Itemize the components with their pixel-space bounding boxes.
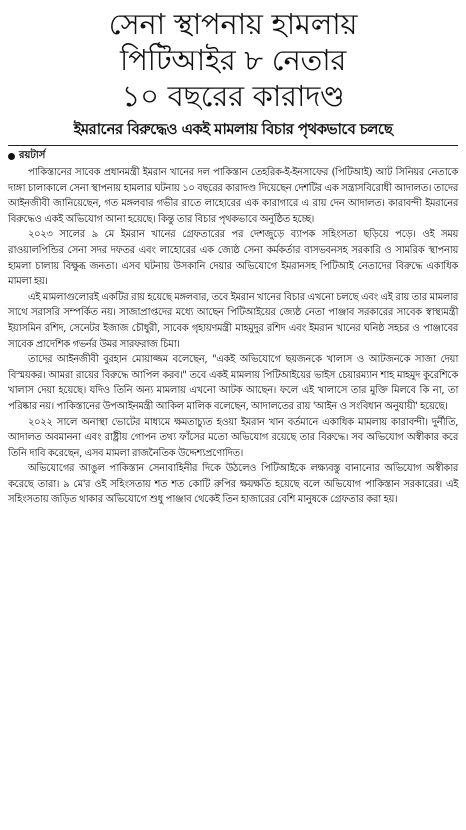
- paragraph: ২০২৩ সালের ৯ মে ইমরান খানের গ্রেফতারের পর দেশজুড়ে ব্যাপক সহিংসতা ছড়িয়ে পড়ে। ওই সময় রাওয়ালপিন্ডির সেনা সদর দফতর এবং লাহোরের এক জ্যেষ্ঠ সেনা কর্মকর্তার বাসভবনসহ সরকারি ও সামরিক স্থাপনায় হামলা চালায় বিক্ষুব্ধ জনতা। এসব ঘটনায় উসকানি দেয়ার অভিযোগে ইমরানসহ পিটিআই নেতাদের বিরুদ্ধে একাধিক মামলা হয়।: [8, 229, 458, 288]
- headline-line-3: ১০ বছরের কারাদণ্ড: [121, 79, 345, 113]
- paragraph: তাদের আইনজীবী বুরহান মোয়াজ্জম বলেছেন, "একই অভিযোগে ছয়জনকে খালাস ও আটজনকে সাজা দেয়া বিস্ময়কর। আমরা রায়ের বিরুদ্ধে আপিল করব।" তবে একই মামলায় পিটিআইয়ের ভাইস চেয়ারম্যান শাহ মাহমুদ কুরেশিকে খালাস দেয়া হয়েছে। যদিও তিনি অন্য মামলায় এখনো আটক আছেন। ফলে এই খালাসে তার মুক্তি মিলবে কি না, তা পরিষ্কার নয়। পাকিস্তানের উপআইনমন্ত্রী আকিল মালিক বলেছেন, আদালতের রায় 'আইন ও সংবিধান অনুযায়ী' হয়েছে।: [8, 354, 458, 412]
- paragraph: পাকিস্তানের সাবেক প্রধানমন্ত্রী ইমরান খানের দল পাকিস্তান তেহরিক-ই-ইনসাফের (পিটিআই) আট সিনিয়র নেতাকে দাঙ্গা চালাকালে সেনা স্থাপনায় হামলার ঘটনায় ১০ বছরের কারাদণ্ড দিয়েছেন দেশটির এক সন্ত্রাসবিরোধী আদালত। তাদের আইনজীবী জানিয়েছেন, গত মঙ্গলবার গভীর রাতে লাহোরের এক কারাগারে এ রায় দেন আদালত। কারাবন্দী ইমরানের বিরুদ্ধেও একই অভিযোগ আনা হয়েছে। কিন্তু তার বিচার পৃথকভাবে অনুষ্ঠিত হচ্ছে।: [8, 167, 458, 225]
- paragraph: এই মামলাগুলোরই একটির রায় হয়েছে মঙ্গলবার, তবে ইমরান খানের বিচার এখনো চলছে এবং এই রায় তার মামলার সাথে সরাসরি সম্পর্কিত নয়। সাজাপ্রাপ্তদের মধ্যে আছেন পিটিআইয়ের জ্যেষ্ঠ নেতা পাঞ্জাব সরকারের সাবেক স্বাস্থ্যমন্ত্রী ইয়াসমিন রশিদ, সেনেটর ইজাজ চৌধুরী, সাবেক গৃহায়ণমন্ত্রী মাহমুদুর রশিদ এবং ইমরান খানের ঘনিষ্ঠ সহচর ও পাঞ্জাবের সাবেক প্রাদেশিক গভর্নর উমর সারফরাজ চিমা।: [8, 291, 458, 350]
- headline-line-1: সেনা স্থাপনায় হামলায়: [108, 7, 358, 41]
- paragraph: অভিযোগের আঙুল পাকিস্তান সেনাবাহিনীর দিকে উঠলেও পিটিআইকে লক্ষ্যবস্তু বানানোর অভিযোগ অস্বীকার করেছে তারা। ৯ মে'র ওই সহিংসতায় শত শত কোটি রুপির ক্ষয়ক্ষতি হয়েছে বলে অভিযোগ পাকিস্তান সরকারের। এই সহিংসতায় জড়িত থাকার অভিযোগে শুধু পাঞ্জাব থেকেই তিন হাজারের বেশি মানুষকে গ্রেফতার করা হয়।: [8, 463, 458, 506]
- byline: [8, 149, 458, 163]
- subheadline: ইমরানের বিরুদ্ধেও একই মামলায় বিচার পৃথকভাবে চলছে: [73, 120, 393, 138]
- headline: [8, 6, 458, 114]
- divider: [8, 145, 458, 146]
- byline-source: রয়টার্স: [19, 150, 46, 161]
- article-body: [8, 165, 458, 508]
- bullet-icon: [8, 153, 15, 160]
- paragraph: ২০২২ সালে অনাস্থা ভোটের মাধ্যমে ক্ষমতাচ্যুত হওয়া ইমরান খান বর্তমানে একাধিক মামলায় কারাবন্দী। দুর্নীতি, আদালত অবমাননা এবং রাষ্ট্রীয় গোপন তথ্য ফাঁসের মতো অভিযোগ রয়েছে তার বিরুদ্ধে। সব অভিযোগ অস্বীকার করে তিনি দাবি করেছেন, এসব মামলা রাজনৈতিক উদ্দেশ্যপ্রণোদিত।: [8, 416, 458, 459]
- headline-line-2: পিটিআইর ৮ নেতার: [119, 43, 347, 77]
